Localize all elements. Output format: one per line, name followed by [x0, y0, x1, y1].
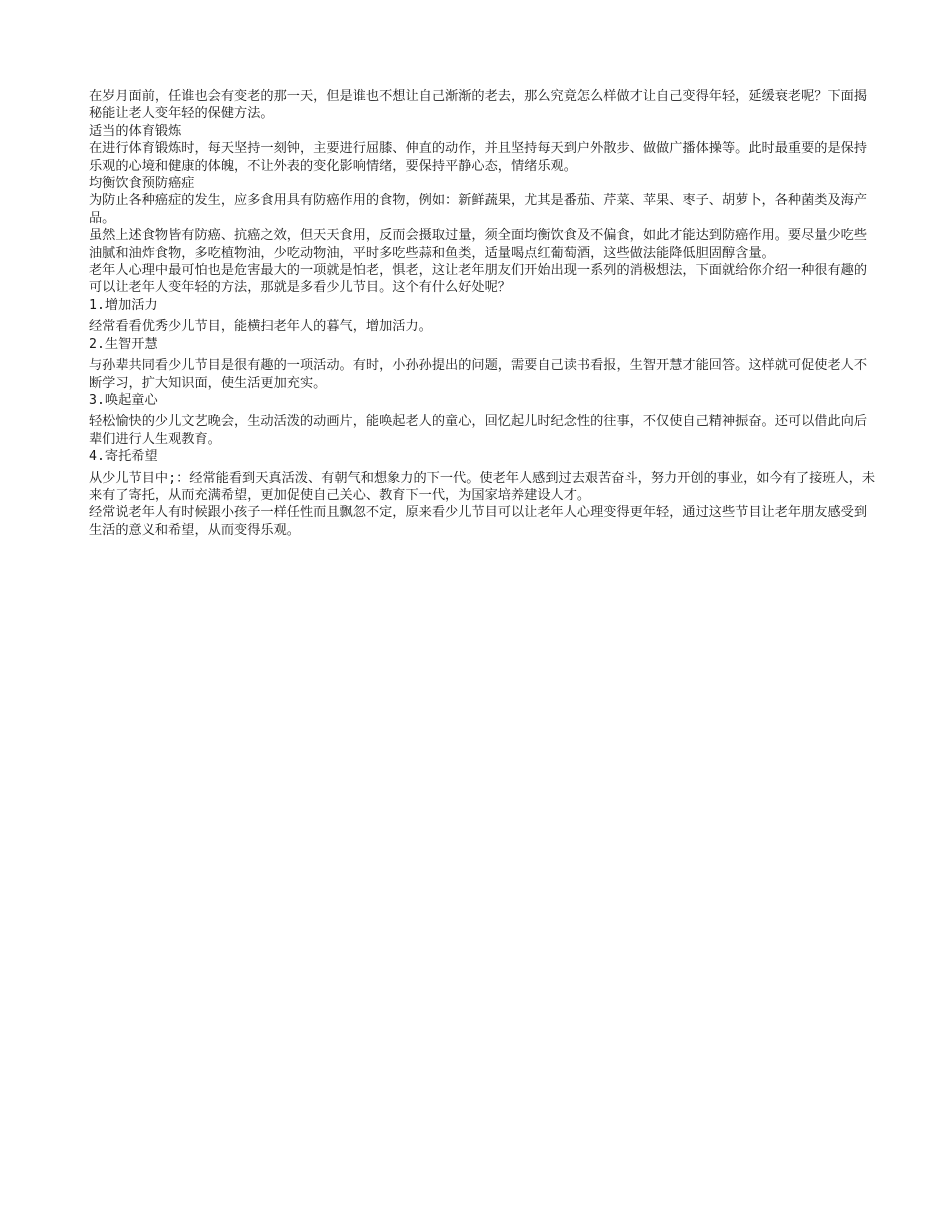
point-title-4: 寄托希望 [104, 449, 158, 465]
exercise-paragraph: 在进行体育锻炼时，每天坚持一刻钟，主要进行屈膝、伸直的动作，并且坚持每天到户外散步、做做广播体操等。此时最重要的是保持乐观的心境和健康的体魄，不让外表的变化影响情绪，要保持平静心态，情绪乐观。 [89, 141, 868, 174]
point-paragraph-4-lead: 从少儿节目中 [89, 470, 169, 486]
point-heading-2 [89, 336, 879, 353]
children-programs-intro: 老年人心理中最可怕也是危害最大的一项就是怕老，惧老，这让老年朋友们开始出现一系列的消极想法，下面就给你介绍一种很有趣的可以让老年人变年轻的方法，那就是多看少儿节目。这个有什么好处呢？ [89, 263, 868, 296]
intro-paragraph: 在岁月面前，任谁也会有变老的那一天，但是谁也不想让自己渐渐的老去，那么究竟怎么样做才让自己变得年轻，延缓衰老呢？下面揭秘能让老人变年轻的保健方法。 [89, 89, 868, 122]
point-heading-1 [89, 297, 879, 314]
diet-paragraph-1: 为防止各种癌症的发生，应多食用具有防癌作用的食物，例如：新鲜蔬果，尤其是番茄、芹菜、苹果、枣子、胡萝卜，各种菌类及海产品。 [89, 193, 868, 226]
point-paragraph-4-symbol: ;： [168, 470, 190, 486]
point-paragraph-4 [89, 470, 879, 505]
section-heading-diet: 均衡饮食预防癌症 [89, 176, 195, 192]
point-title-2: 生智开慧 [104, 336, 158, 352]
point-number-1: 1. [89, 297, 105, 313]
diet-paragraph-2: 虽然上述食物皆有防癌、抗癌之效，但天天食用，反而会摄取过量，须全面均衡饮食及不偏食，如此才能达到防癌作用。要尽量少吃些油腻和油炸食物，多吃植物油，少吃动物油，平时多吃些蒜和鱼类，适量喝点红葡萄酒，这些做法能降低胆固醇含量。 [89, 228, 868, 261]
point-title-3: 唤起童心 [104, 392, 158, 408]
conclusion-paragraph: 经常说老年人有时候跟小孩子一样任性而且飘忽不定，原来看少儿节目可以让老年人心理变得更年轻，通过这些节目让老年朋友感受到生活的意义和希望，从而变得乐观。 [89, 505, 868, 538]
point-heading-4 [89, 448, 879, 465]
point-number-4: 4. [89, 449, 105, 465]
point-paragraph-4-text: 经常能看到天真活泼、有朝气和想象力的下一代。使老年人感到过去艰苦奋斗，努力开创的事业，如今有了接班人，未来有了寄托，从而充满希望，更加促使自己关心、教育下一代，为国家培养建设人才。 [89, 470, 876, 503]
document-body [89, 88, 879, 539]
section-heading-exercise: 适当的体育锻炼 [89, 123, 182, 139]
point-paragraph-3: 轻松愉快的少儿文艺晚会，生动活泼的动画片，能唤起老人的童心，回忆起儿时纪念性的往事，不仅使自己精神振奋。还可以借此向后辈们进行人生观教育。 [89, 414, 868, 447]
point-number-3: 3. [89, 392, 105, 408]
point-title-1: 增加活力 [104, 297, 158, 313]
point-paragraph-2: 与孙辈共同看少儿节目是很有趣的一项活动。有时，小孙孙提出的问题，需要自己读书看报，生智开慧才能回答。这样就可促使老人不断学习，扩大知识面，使生活更加充实。 [89, 358, 868, 391]
point-heading-3 [89, 392, 879, 409]
point-number-2: 2. [89, 336, 105, 352]
point-paragraph-1: 经常看看优秀少儿节目，能横扫老年人的暮气，增加活力。 [89, 319, 432, 335]
